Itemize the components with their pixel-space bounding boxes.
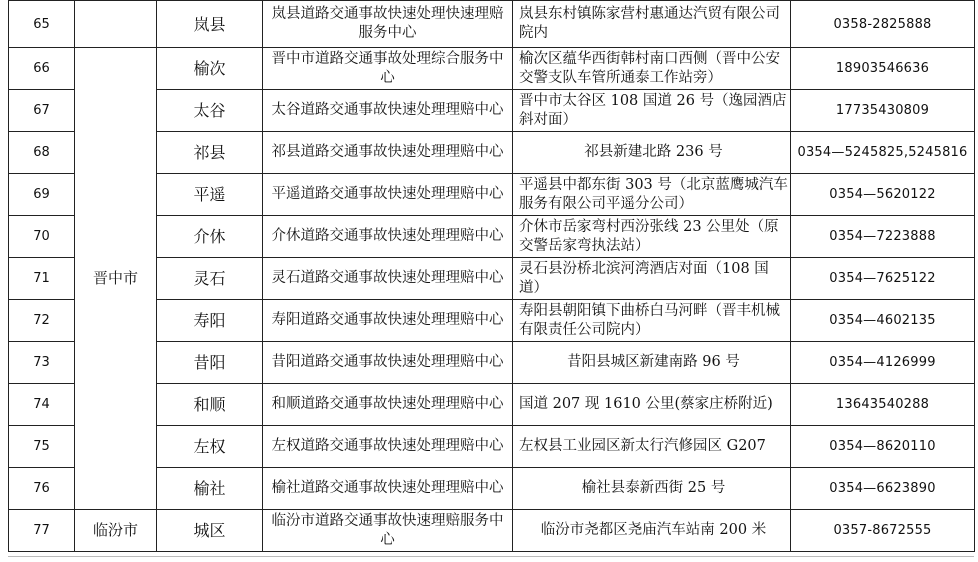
center-name-cell: 左权道路交通事故快速处理理赔中心: [263, 426, 513, 468]
city-cell: [75, 1, 157, 48]
row-number: 67: [9, 90, 75, 132]
row-number: 77: [9, 510, 75, 552]
county-cell: 昔阳: [157, 342, 263, 384]
address-cell: 寿阳县朝阳镇下曲桥白马河畔（晋丰机械有限责任公司院内）: [513, 300, 791, 342]
table-row: [9, 510, 975, 552]
center-name-cell: 晋中市道路交通事故处理综合服务中心: [263, 48, 513, 90]
phone-cell: 0358-2825888: [791, 1, 975, 48]
row-number: 69: [9, 174, 75, 216]
county-cell: 城区: [157, 510, 263, 552]
row-number: 73: [9, 342, 75, 384]
address-cell: 国道 207 现 1610 公里(蔡家庄桥附近): [513, 384, 791, 426]
service-center-table: [8, 0, 975, 552]
row-number: 76: [9, 468, 75, 510]
row-number: 65: [9, 1, 75, 48]
phone-cell: 0354—5620122: [791, 174, 975, 216]
address-cell: 晋中市太谷区 108 国道 26 号（逸园酒店斜对面）: [513, 90, 791, 132]
address-cell: 榆社县泰新西街 25 号: [513, 468, 791, 510]
phone-cell: 0354—4602135: [791, 300, 975, 342]
city-cell: 晋中市: [75, 48, 157, 510]
row-number: 72: [9, 300, 75, 342]
address-cell: 祁县新建北路 236 号: [513, 132, 791, 174]
center-name-cell: 榆社道路交通事故快速处理理赔中心: [263, 468, 513, 510]
county-cell: 寿阳: [157, 300, 263, 342]
address-cell: 左权县工业园区新太行汽修园区 G207: [513, 426, 791, 468]
row-number: 70: [9, 216, 75, 258]
center-name-cell: 介休道路交通事故快速处理理赔中心: [263, 216, 513, 258]
phone-cell: 18903546636: [791, 48, 975, 90]
phone-cell: 0354—7625122: [791, 258, 975, 300]
center-name-cell: 和顺道路交通事故快速处理理赔中心: [263, 384, 513, 426]
page-bottom-rule: [8, 556, 974, 557]
county-cell: 榆次: [157, 48, 263, 90]
address-cell: 榆次区蕴华西街韩村南口西侧（晋中公安交警支队车管所通泰工作站旁）: [513, 48, 791, 90]
row-number: 75: [9, 426, 75, 468]
center-name-cell: 祁县道路交通事故快速处理理赔中心: [263, 132, 513, 174]
row-number: 68: [9, 132, 75, 174]
address-cell: 临汾市尧都区尧庙汽车站南 200 米: [513, 510, 791, 552]
table-row: [9, 48, 975, 90]
phone-cell: 0354—4126999: [791, 342, 975, 384]
phone-cell: 0357-8672555: [791, 510, 975, 552]
phone-cell: 0354—7223888: [791, 216, 975, 258]
address-cell: 岚县东村镇陈家营村惠通达汽贸有限公司院内: [513, 1, 791, 48]
phone-cell: 0354—8620110: [791, 426, 975, 468]
center-name-cell: 寿阳道路交通事故快速处理理赔中心: [263, 300, 513, 342]
phone-cell: 13643540288: [791, 384, 975, 426]
row-number: 74: [9, 384, 75, 426]
address-cell: 介休市岳家弯村西汾张线 23 公里处（原交警岳家弯执法站）: [513, 216, 791, 258]
county-cell: 左权: [157, 426, 263, 468]
center-name-cell: 太谷道路交通事故快速处理理赔中心: [263, 90, 513, 132]
center-name-cell: 灵石道路交通事故快速处理理赔中心: [263, 258, 513, 300]
county-cell: 岚县: [157, 1, 263, 48]
county-cell: 介休: [157, 216, 263, 258]
center-name-cell: 临汾市道路交通事故快速理赔服务中心: [263, 510, 513, 552]
table-row: [9, 1, 975, 48]
row-number: 66: [9, 48, 75, 90]
county-cell: 祁县: [157, 132, 263, 174]
county-cell: 太谷: [157, 90, 263, 132]
address-cell: 昔阳县城区新建南路 96 号: [513, 342, 791, 384]
row-number: 71: [9, 258, 75, 300]
county-cell: 平遥: [157, 174, 263, 216]
phone-cell: 0354—5245825,5245816: [791, 132, 975, 174]
center-name-cell: 岚县道路交通事故快速处理快速理赔服务中心: [263, 1, 513, 48]
county-cell: 和顺: [157, 384, 263, 426]
address-cell: 灵石县汾桥北滨河湾酒店对面（108 国道）: [513, 258, 791, 300]
phone-cell: 0354—6623890: [791, 468, 975, 510]
phone-cell: 17735430809: [791, 90, 975, 132]
county-cell: 榆社: [157, 468, 263, 510]
address-cell: 平遥县中都东街 303 号（北京蓝鹰城汽车服务有限公司平遥分公司）: [513, 174, 791, 216]
center-name-cell: 平遥道路交通事故快速处理理赔中心: [263, 174, 513, 216]
city-cell: 临汾市: [75, 510, 157, 552]
county-cell: 灵石: [157, 258, 263, 300]
center-name-cell: 昔阳道路交通事故快速处理理赔中心: [263, 342, 513, 384]
